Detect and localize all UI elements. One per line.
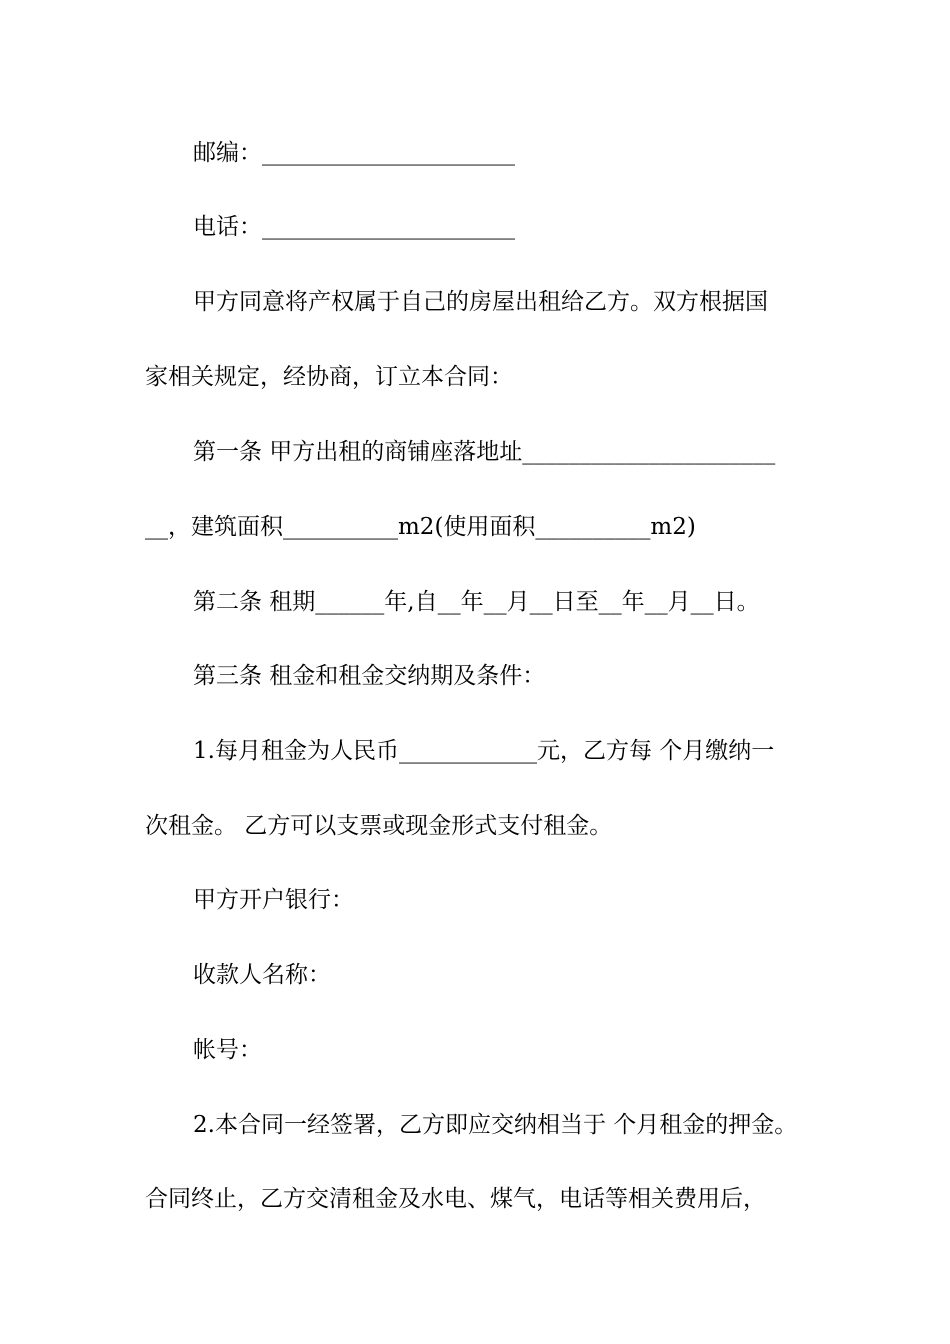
article-3-heading: 第三条 租金和租金交纳期及条件：	[193, 663, 546, 689]
paragraph-intro-line-2: 家相关规定，经协商，订立本合同：	[145, 364, 513, 390]
payee-name-line: 收款人名称：	[193, 962, 331, 988]
article-2-line: 第二条 租期______年,自__年__月__日至__年__月__日。	[193, 589, 760, 615]
clause-1-line-2: 次租金。 乙方可以支票或现金形式支付租金。	[145, 813, 613, 839]
bank-line: 甲方开户银行：	[193, 887, 354, 913]
article-1-line-2: __，建筑面积__________m2(使用面积__________m2)	[145, 514, 696, 540]
phone-line: 电话：______________________	[193, 214, 515, 240]
paragraph-intro-line-1: 甲方同意将产权属于自己的房屋出租给乙方。双方根据国	[193, 289, 768, 315]
clause-2-line-1: 2.本合同一经签署，乙方即应交纳相当于 个月租金的押金。	[193, 1112, 798, 1138]
account-number-line: 帐号：	[193, 1037, 262, 1063]
clause-1-line-1: 1.每月租金为人民币____________元，乙方每 个月缴纳一	[193, 738, 775, 764]
postcode-line: 邮编：______________________	[193, 140, 515, 166]
article-1-line-1: 第一条 甲方出租的商铺座落地址______________________	[193, 439, 776, 465]
clause-2-line-2: 合同终止，乙方交清租金及水电、煤气，电话等相关费用后，	[145, 1186, 766, 1212]
